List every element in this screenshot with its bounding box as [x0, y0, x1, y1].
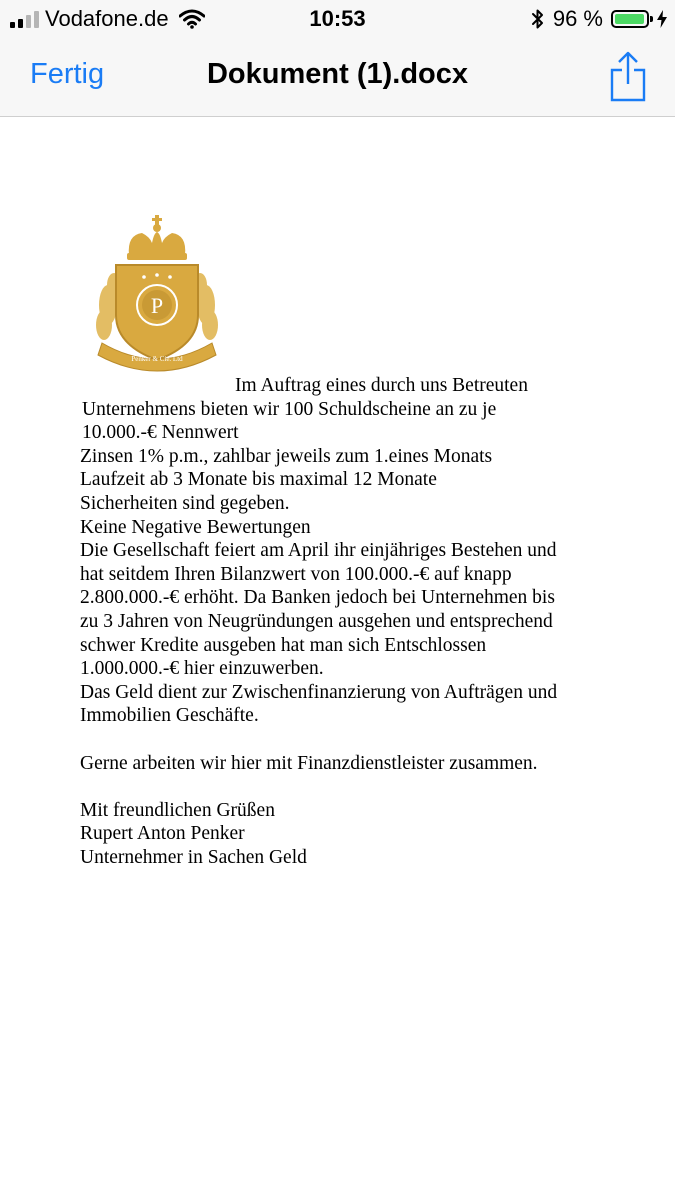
doc-line: schwer Kredite ausgeben hat man sich Entschlossen — [80, 634, 487, 656]
doc-line: Im Auftrag eines durch uns Betreuten — [235, 375, 528, 396]
doc-line: 1.000.000.-€ hier einzuwerben. — [80, 658, 324, 680]
document-view[interactable] — [0, 117, 675, 1200]
doc-line: 10.000.-€ Nennwert — [82, 422, 239, 444]
crown-icon — [127, 215, 187, 260]
blank-line — [80, 728, 620, 752]
doc-line: Zinsen 1% p.m., zahlbar jeweils zum 1.eines Monats — [80, 445, 493, 467]
blank-line — [80, 775, 620, 799]
charging-icon — [657, 10, 667, 28]
doc-line: Keine Negative Bewertungen — [80, 516, 311, 538]
bluetooth-icon — [531, 8, 545, 30]
battery-cap — [650, 16, 653, 22]
doc-line: hat seitdem Ihren Bilanzwert von 100.000.-€ auf knapp — [80, 563, 512, 585]
doc-line: 2.800.000.-€ erhöht. Da Banken jedoch bei Unternehmen bis — [80, 587, 555, 609]
doc-line: Laufzeit ab 3 Monate bis maximal 12 Monate — [80, 469, 437, 491]
status-right — [531, 6, 667, 32]
doc-line: Das Geld dient zur Zwischenfinanzierung von Aufträgen und — [80, 681, 558, 703]
carrier-name: Vodafone.de — [45, 6, 169, 31]
doc-line: Gerne arbeiten wir hier mit Finanzdienstleister zusammen. — [80, 752, 538, 774]
doc-line: Rupert Anton Penker — [80, 823, 245, 845]
clock: 10:53 — [309, 6, 366, 31]
navigation-bar — [0, 40, 675, 117]
logo-letter: P — [150, 293, 164, 318]
doc-line: Sicherheiten sind gegeben. — [80, 492, 290, 514]
document-body — [80, 374, 620, 869]
doc-line: Immobilien Geschäfte. — [80, 705, 259, 727]
company-logo — [92, 215, 222, 375]
logo-lettering: Penker & Cie. Ltd — [131, 355, 183, 363]
done-button[interactable]: Fertig — [30, 58, 105, 90]
document-title: Dokument (1).docx — [206, 58, 469, 90]
doc-line: Die Gesellschaft feiert am April ihr einjähriges Bestehen und — [80, 540, 557, 562]
doc-line: Unternehmens bieten wir 100 Schuldscheine an zu je — [82, 398, 497, 420]
doc-line: Mit freundlichen Grüßen — [80, 799, 275, 821]
status-bar — [0, 0, 675, 40]
battery-percent: 96 % — [552, 6, 603, 31]
share-icon[interactable] — [608, 50, 648, 102]
doc-line: Unternehmer in Sachen Geld — [80, 846, 307, 868]
battery-level-fill — [615, 14, 644, 24]
doc-line: zu 3 Jahren von Neugründungen ausgehen und entsprechend — [80, 610, 553, 632]
battery-icon — [611, 10, 649, 28]
